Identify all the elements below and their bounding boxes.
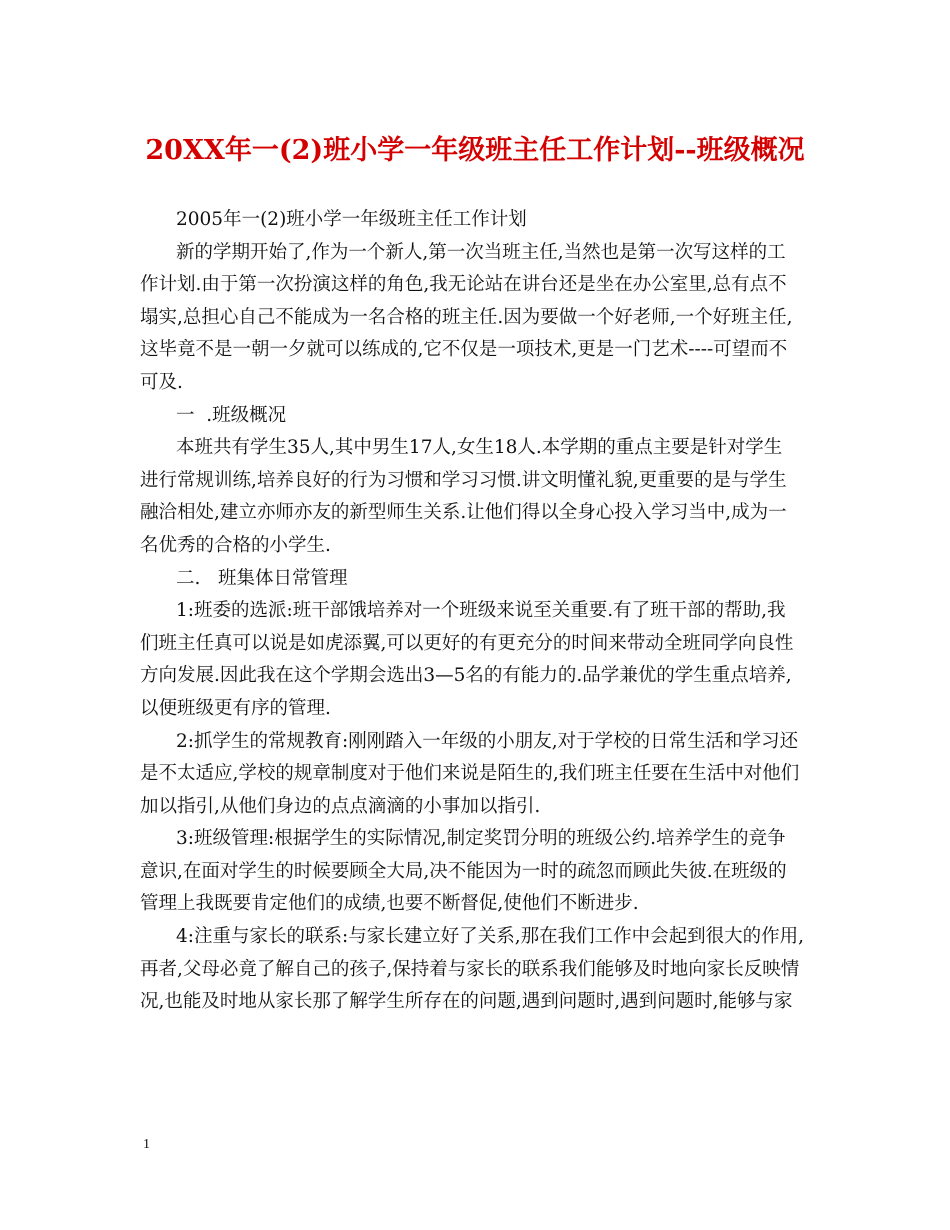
paragraph-line: 意识,在面对学生的时候要顾全大局,决不能因为一时的疏忽而顾此失彼.在班级的	[140, 860, 787, 882]
paragraph-line: 们班主任真可以说是如虎添翼,可以更好的有更充分的时间来带动全班同学向良性	[140, 632, 794, 654]
subtitle-line: 2005年一(2)班小学一年级班主任工作计划	[176, 209, 527, 230]
section-heading: 二. 班集体日常管理	[176, 567, 348, 589]
document-title: 20XX年一(2)班小学一年级班主任工作计划--班级概况	[145, 135, 805, 166]
paragraph-line: 2:抓学生的常规教育:刚刚踏入一年级的小朋友,对于学校的日常生活和学习还	[176, 730, 799, 752]
paragraph-line: 这毕竟不是一朝一夕就可以练成的,它不仅是一项技术,更是一门艺术----可望而不	[140, 339, 788, 361]
paragraph-line: 融洽相处,建立亦师亦友的新型师生关系.让他们得以全身心投入学习当中,成为一	[140, 502, 787, 524]
paragraph-line: 新的学期开始了,作为一个新人,第一次当班主任,当然也是第一次写这样的工	[176, 241, 786, 263]
section-heading: 一 .班级概况	[176, 404, 287, 426]
paragraph-line: 可及.	[140, 371, 183, 393]
paragraph-line: 3:班级管理:根据学生的实际情况,制定奖罚分明的班级公约.培养学生的竞争	[176, 828, 786, 850]
paragraph-line: 加以指引,从他们身边的点点滴滴的小事加以指引.	[140, 795, 541, 817]
page-number: 1	[143, 1137, 150, 1152]
paragraph-line: 名优秀的合格的小学生.	[140, 534, 331, 556]
paragraph-line: 进行常规训练,培养良好的行为习惯和学习习惯.讲文明懂礼貌,更重要的是与学生	[140, 469, 787, 491]
paragraph-line: 以便班级更有序的管理.	[140, 697, 331, 719]
document-body	[140, 204, 815, 1019]
paragraph-line: 方向发展.因此我在这个学期会选出3—5名的有能力的.品学兼优的学生重点培养,	[140, 665, 792, 687]
paragraph-line: 塌实,总担心自己不能成为一名合格的班主任.因为要做一个好老师,一个好班主任,	[140, 306, 793, 328]
paragraph-line: 是不太适应,学校的规章制度对于他们来说是陌生的,我们班主任要在生活中对他们	[140, 763, 800, 785]
paragraph-line: 管理上我既要肯定他们的成绩,也要不断督促,使他们不断进步.	[140, 893, 639, 915]
paragraph-line: 本班共有学生35人,其中男生17人,女生18人.本学期的重点主要是针对学生	[176, 437, 783, 459]
paragraph-line: 4:注重与家长的联系:与家长建立好了关系,那在我们工作中会起到很大的作用,	[176, 926, 805, 948]
paragraph-line: 1:班委的选派:班干部饿培养对一个班级来说至关重要.有了班干部的帮助,我	[176, 600, 786, 622]
paragraph-line: 况,也能及时地从家长那了解学生所存在的问题,遇到问题时,遇到问题时,能够与家	[140, 991, 793, 1013]
paragraph-line: 作计划.由于第一次扮演这样的角色,我无论站在讲台还是坐在办公室里,总有点不	[140, 274, 787, 296]
paragraph-line: 再者,父母必竟了解自己的孩子,保持着与家长的联系我们能够及时地向家长反映情	[140, 958, 800, 980]
